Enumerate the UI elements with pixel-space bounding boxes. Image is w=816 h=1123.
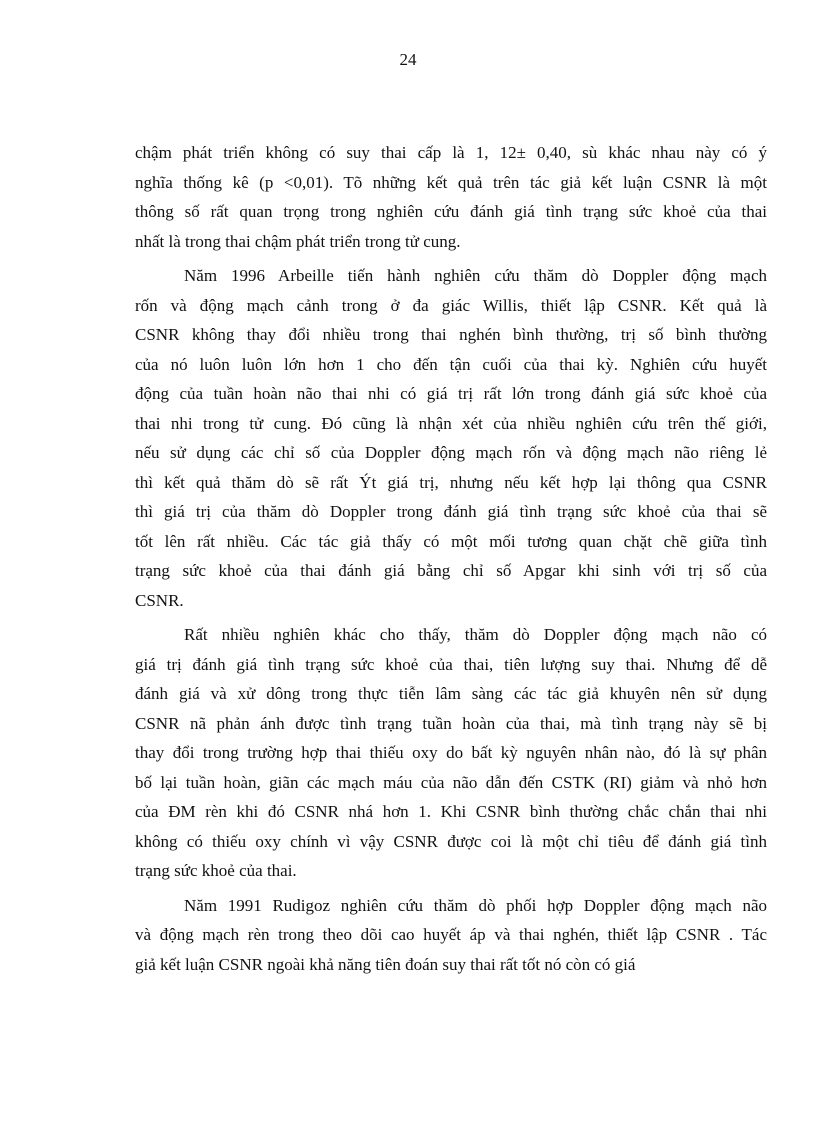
text-line: tốt lên rất nhiều. Các tác giả thấy có một mối tương quan chặt chẽ giữa tình [135,531,767,551]
text-line: nghĩa thống kê (p <0,01). Tõ những kết quả trên tác giả kết luận CSNR là một [135,172,767,192]
text-line: CSNR. [135,590,184,610]
text-line: Năm 1996 Arbeille tiến hành nghiên cứu thăm dò Doppler động mạch [184,266,767,285]
text-line: thì giá trị của thăm dò Doppler trong đánh giá tình trạng sức khoẻ của thai sẽ [135,502,767,521]
text-line: thì kết quả thăm dò sẽ rất Ýt giá trị, nhưng nếu kết hợp lại thông qua CSNR [135,472,767,492]
text-line: thai nhi trong tử cung. Đó cũng là nhận xét của nhiều nghiên cứu trên thế giới, [135,413,767,433]
text-line: đánh giá và xử dông trong thực tiễn lâm sàng các tác giả khuyên nên sử dụng [135,684,767,703]
text-line: trạng sức khoẻ của thai. [135,861,297,880]
text-line: của nó luôn luôn lớn hơn 1 cho đến tận cuối của thai kỳ. Nghiên cứu huyết [135,354,767,374]
paragraph [135,138,767,256]
text-line: thay đổi trong trường hợp thai thiếu oxy do bất kỳ nguyên nhân nào, đó là sự phân [135,743,767,762]
text-line: động của tuần hoàn não thai nhi có giá trị rất lớn trong đánh giá sức khoẻ của [135,384,767,403]
text-line: trạng sức khoẻ của thai đánh giá bằng chỉ số Apgar khi sinh với trị số của [135,561,767,580]
text-line: CSNR không thay đổi nhiều trong thai nghén bình thường, trị số bình thường [135,325,767,344]
text-line: giả kết luận CSNR ngoài khả năng tiên đoán suy thai rất tốt nó còn có giá [135,954,636,974]
paragraph [135,891,767,980]
text-line: thông số rất quan trọng trong nghiên cứu đánh giá tình trạng sức khoẻ của thai [135,202,767,221]
paragraph [135,620,767,886]
text-line: chậm phát triển không có suy thai cấp là 1, 12± 0,40, sù khác nhau này có ý [135,143,767,162]
body-text [135,138,767,979]
text-line: không có thiếu oxy chính vì vậy CSNR được coi là một chỉ tiêu để đánh giá tình [135,831,767,851]
page-number: 24 [399,50,417,69]
text-line: bố lại tuần hoàn, giãn các mạch máu của não dẫn đến CSTK (RI) giảm và nhỏ hơn [135,772,767,792]
text-line: của ĐM rèn khi đó CSNR nhá hơn 1. Khi CSNR bình thường chắc chắn thai nhi [135,802,767,821]
text-line: Năm 1991 Rudigoz nghiên cứu thăm dò phối hợp Doppler động mạch não [184,895,767,915]
text-line: nhất là trong thai chậm phát triển trong tử cung. [135,231,461,251]
text-line: nếu sử dụng các chỉ số của Doppler động mạch rốn và động mạch não riêng lẻ [135,443,767,462]
text-line: giá trị đánh giá tình trạng sức khoẻ của thai, tiên lượng suy thai. Nhưng để dễ [135,654,767,674]
text-line: và động mạch rèn trong theo dõi cao huyết áp và thai nghén, thiết lập CSNR . Tác [135,925,767,944]
text-line: Rất nhiều nghiên khác cho thấy, thăm dò Doppler động mạch não có [184,625,767,644]
text-line: CSNR nã phản ánh được tình trạng tuần hoàn của thai, mà tình trạng này sẽ bị [135,713,767,733]
paragraph [135,261,767,615]
text-line: rốn và động mạch cảnh trong ở đa giác Willis, thiết lập CSNR. Kết quả là [135,295,767,315]
